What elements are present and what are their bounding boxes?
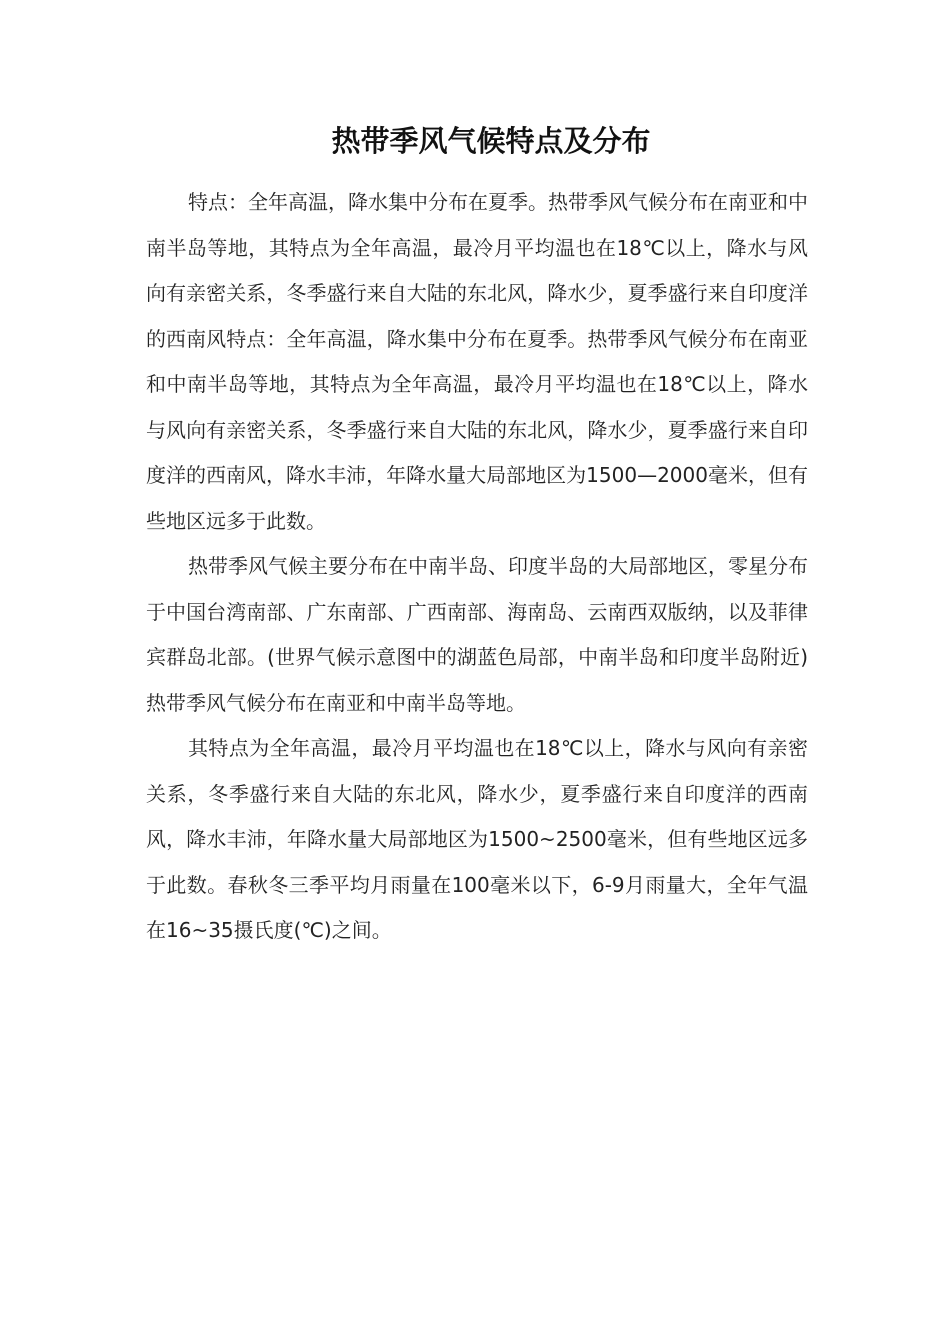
document-title: 热带季风气候特点及分布: [331, 124, 651, 158]
paragraph-climate-details: 其特点为全年高温，最冷月平均温也在18℃以上，降水与风向有亲密关系，冬季盛行来自大陆的东北风，降水少，夏季盛行来自印度洋的西南风，降水丰沛，年降水量大局部地区为1500~2500毫米，但有些地区远多于此数。春秋冬三季平均月雨量在100毫米以下，6-9月雨量大，全年气温在16~35摄氏度(℃)之间。: [146, 736, 808, 942]
document-body: [146, 180, 808, 954]
paragraph-characteristics: 特点：全年高温，降水集中分布在夏季。热带季风气候分布在南亚和中南半岛等地，其特点为全年高温，最冷月平均温也在18℃以上，降水与风向有亲密关系，冬季盛行来自大陆的东北风，降水少，夏季盛行来自印度洋的西南风特点：全年高温，降水集中分布在夏季。热带季风气候分布在南亚和中南半岛等地，其特点为全年高温，最冷月平均温也在18℃以上，降水与风向有亲密关系，冬季盛行来自大陆的东北风，降水少，夏季盛行来自印度洋的西南风，降水丰沛，年降水量大局部地区为1500—2000毫米，但有些地区远多于此数。: [146, 190, 808, 533]
paragraph-distribution: 热带季风气候主要分布在中南半岛、印度半岛的大局部地区，零星分布于中国台湾南部、广东南部、广西南部、海南岛、云南西双版纳，以及菲律宾群岛北部。(世界气候示意图中的湖蓝色局部，中南半岛和印度半岛附近)热带季风气候分布在南亚和中南半岛等地。: [146, 554, 808, 715]
